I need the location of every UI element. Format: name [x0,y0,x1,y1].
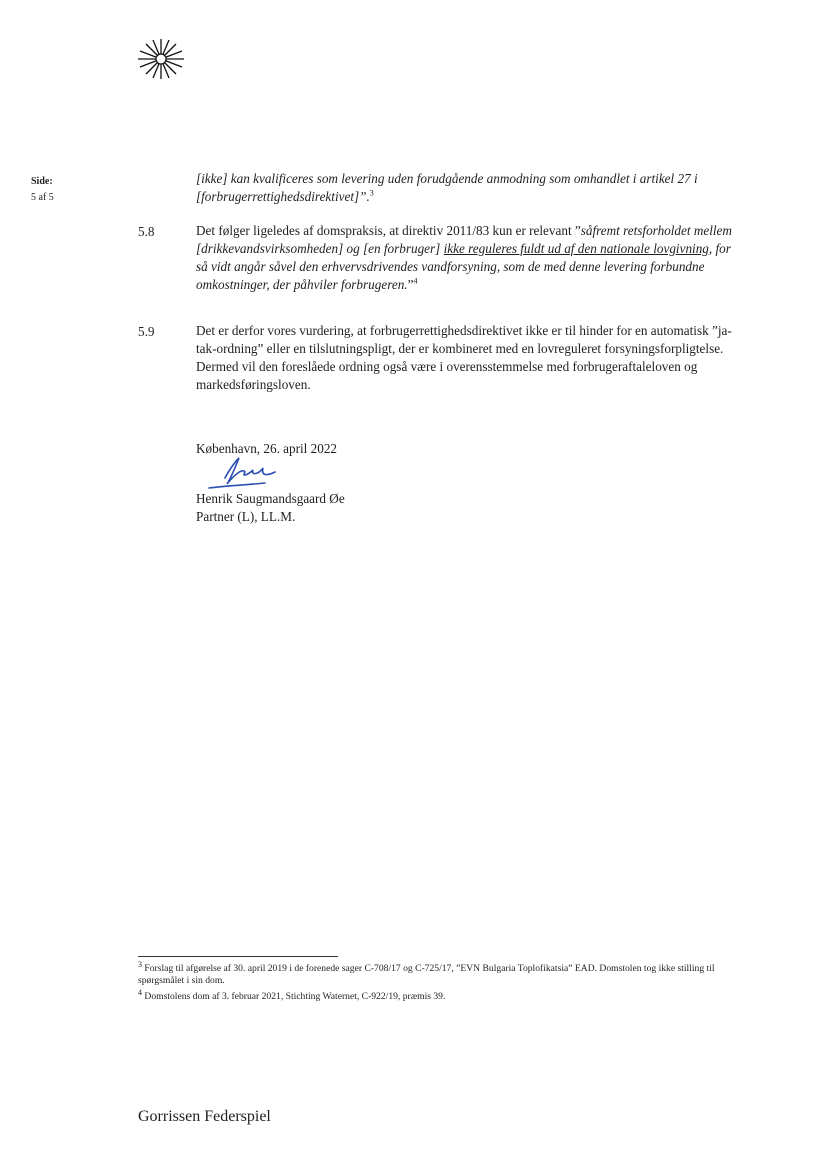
side-label: Side: [31,176,53,187]
paragraph-5-8-closing: ” [407,277,414,292]
footnote-3-text: Forslag til afgørelse af 30. april 2019 i de forenede sager C-708/17 og C-725/17, ”EVN Bulgaria Toplofikatsia” EAD. Domstolen tog ikke stilling til spørgsmålet i sin dom. [138,963,715,986]
section-number-5-8: 5.8 [138,224,155,239]
section-number-5-9: 5.9 [138,324,155,339]
paragraph-5-8-quote-underlined: ikke reguleres fuldt ud af den nationale lovgivning [443,241,709,256]
paragraph-5-9: Det er derfor vores vurdering, at forbrugerrettighedsdirektivet ikke er til hinder for en automatisk ”ja-tak-ordning” eller en tilslutningspligt, der er kombineret med en lovreguleret forsyningsforpligtelse. Dermed vil den foreslåede ordning også være i overensstemmelse med forbrugeraftaleloven og markedsføringsloven. [196,323,732,392]
paragraph-5-8-intro: Det følger ligeledes af domspraksis, at direktiv 2011/83 kun er relevant ” [196,223,581,238]
paragraph-5-8 [196,222,736,294]
footnote-separator [138,956,338,957]
footnote-ref-3: 3 [369,188,374,198]
footnote-4-number: 4 [138,987,142,997]
signatory-title: Partner (L), LL.M. [196,509,296,524]
signatory-name: Henrik Saugmandsgaard Øe [196,491,345,506]
handwritten-signature [205,452,295,494]
continuation-text: [ikke] kan kvalificeres som levering uden forudgående anmodning som omhandlet i artikel 27 i [forbrugerrettighedsdirektivet]”. [196,171,698,204]
firm-logo-starburst-icon [136,38,186,80]
paragraph-5-8-quote-part1: såfremt retsforholdet mellem [drikkevandsvirksomheden] og [en forbruger] [196,223,732,256]
footnote-4-text: Domstolens dom af 3. februar 2021, Stichting Waternet, C-922/19, præmis 39. [144,991,446,1002]
continuation-paragraph [196,170,736,206]
footnote-3 [138,959,738,987]
footnote-4 [138,987,738,1003]
paragraph-5-8-quote-part2: , for så vidt angår såvel den erhvervsdrivendes vandforsyning, som de med denne levering forbundne omkostninger, der påhviler forbrugeren. [196,241,731,292]
footnote-3-number: 3 [138,959,142,969]
footnote-ref-4: 4 [413,276,418,286]
firm-name-footer: Gorrissen Federspiel [138,1108,271,1125]
page-indicator: 5 af 5 [31,192,54,203]
place-and-date: København, 26. april 2022 [196,441,338,456]
